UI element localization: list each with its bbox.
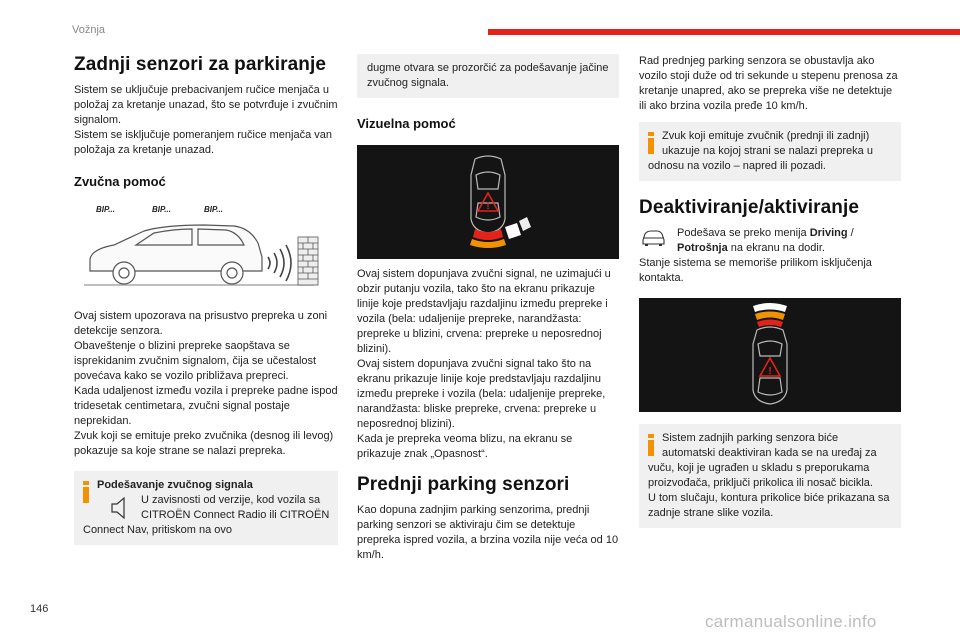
visual-paragraph-2: Ovaj sistem dopunjava zvučni signal tako što na ekranu prikazuje linije koje predstavljaju razdaljinu između prepreke i vozila (bela: udaljenije prepreke, narandžasta: bliske prepreke, crvena: prepreke u neposrednoj blizini). xyxy=(357,358,606,430)
svg-text:!: ! xyxy=(768,366,772,377)
sound-settings-info-box xyxy=(74,471,338,545)
menu-potrosnja: Potrošnja xyxy=(677,242,728,254)
front-sensor-stop-paragraph: Rad prednjeg parking senzora se obustavlja ako vozilo stoji duže od tri sekunde u stepenu prenosa za kretanje unapred, ako se prepreka više ne detektuje ili ako brzina vozila pređe 10 km/h. xyxy=(639,55,898,112)
front-sensors-title: Prednji parking senzori xyxy=(357,474,570,495)
section-title: Vožnja xyxy=(72,24,106,36)
front-distance-lines xyxy=(753,303,787,327)
beep-label-1: BIP... xyxy=(96,205,115,214)
svg-text:!: ! xyxy=(486,201,490,212)
menu-instruction xyxy=(639,226,901,256)
sound-settings-info-box-cont xyxy=(357,54,619,98)
info-box-title: Podešavanje zvučnog signala xyxy=(97,479,253,491)
memory-paragraph: Stanje sistema se memoriše prilikom isključenja kontakta. xyxy=(639,257,872,284)
menu-separator: / xyxy=(847,227,854,239)
front-sensor-screen-image xyxy=(639,298,901,412)
visual-paragraph-1: Ovaj sistem dopunjava zvučni signal, ne uzimajući u obzir putanju vozila, tako što na ekranu prikazuje linije koje predstavljaju razdaljinu između prepreke i vozila (bela: udaljenije prepreke, narandžasta: prepreke u blizini, crvena: prepreke u neposrednoj blizini). xyxy=(357,268,611,355)
info-box-continuation: dugme otvara se prozorčić za podešavanje jačine zvučnog signala. xyxy=(367,62,609,89)
beep-label-3: BIP... xyxy=(204,205,223,214)
warning-paragraph-3: Kada udaljenost između vozila i prepreke padne ispod tridesetak centimetara, zvučni signal postaje neprekidan. xyxy=(74,385,338,427)
car-menu-icon xyxy=(639,226,669,250)
warning-paragraph-4: Zvuk koji se emituje preko zvučnika (desnog ili levog) pokazuje sa koje strane se nalazi prepreka. xyxy=(74,430,334,457)
car-side-icon xyxy=(84,225,314,285)
beep-label-2: BIP... xyxy=(152,205,171,214)
wall-icon xyxy=(298,237,318,285)
rear-distance-lines xyxy=(470,217,531,248)
speaker-icon xyxy=(109,495,135,521)
towbar-text-2: U tom slučaju, kontura prikolice biće prikazana sa zadnje strane slike vozila. xyxy=(648,492,890,519)
speaker-side-text: Zvuk koji emituje zvučnik (prednji ili zadnji) ukazuje na kojoj strani se nalazi prepreka u odnosu na vozilo – napred ili pozadi. xyxy=(648,130,873,172)
header-accent-bar xyxy=(488,29,960,35)
menu-prefix: Podešava se preko menija xyxy=(677,227,810,239)
sound-assist-heading: Zvučna pomoć xyxy=(74,174,166,189)
warning-paragraph-1: Ovaj sistem upozorava na prisustvo prepreka u zoni detekcije senzora. xyxy=(74,310,328,337)
visual-paragraph-3: Kada je prepreka veoma blizu, na ekranu se prikazuje znak „Opasnost“. xyxy=(357,433,573,460)
rear-sensor-screen-image xyxy=(357,145,619,259)
intro-paragraph-1: Sistem se uključuje prebacivanjem ručice menjača u položaj za kretanje unazad, što se potvrđuje i zvučnim signalom. xyxy=(74,84,338,126)
warning-paragraph-2: Obaveštenje o blizini prepreke saopštava se isprekidanim zvučnim signalom, čija se učestalost povećava kako se vozilo približava prepreci. xyxy=(74,340,317,382)
info-icon xyxy=(83,481,89,503)
column-2 xyxy=(357,54,619,563)
info-box-text: U zavisnosti od verzije, kod vozila sa CITROËN Connect Radio ili CITROËN Connect Nav, pritiskom na ovo xyxy=(83,494,330,536)
watermark: carmanualsonline.info xyxy=(705,612,877,631)
sound-wave-icon xyxy=(268,245,291,281)
rear-sensors-title: Zadnji senzori za parkiranje xyxy=(74,54,326,75)
speaker-side-info-box xyxy=(639,122,901,181)
menu-suffix: na ekranu na dodir. xyxy=(727,242,825,254)
column-3 xyxy=(639,54,901,528)
column-1 xyxy=(74,54,338,545)
danger-warning-icon xyxy=(760,358,780,377)
info-icon xyxy=(648,132,654,154)
front-sensors-paragraph: Kao dopuna zadnjim parking senzorima, prednji parking senzori se aktiviraju čim se detektuje prepreka ispred vozila, a brzina vozila nije veća od 10 km/h. xyxy=(357,504,619,561)
page-number: 146 xyxy=(30,603,49,615)
info-icon xyxy=(648,434,654,456)
car-beep-illustration xyxy=(74,199,338,295)
intro-paragraph-2: Sistem se isključuje pomeranjem ručice menjača van položaja za kretanje unazad. xyxy=(74,129,332,156)
visual-assist-heading: Vizuelna pomoć xyxy=(357,116,456,131)
deactivation-title: Deaktiviranje/aktiviranje xyxy=(639,197,860,218)
menu-driving: Driving xyxy=(809,227,848,239)
towbar-text-1: Sistem zadnjih parking senzora biće automatski deaktiviran kada se na uređaj za vuču, koji je ugrađen u skladu s preporukama proizvođača, priključi prikolica ili nosač bicikla. xyxy=(648,432,877,489)
towbar-info-box xyxy=(639,424,901,528)
